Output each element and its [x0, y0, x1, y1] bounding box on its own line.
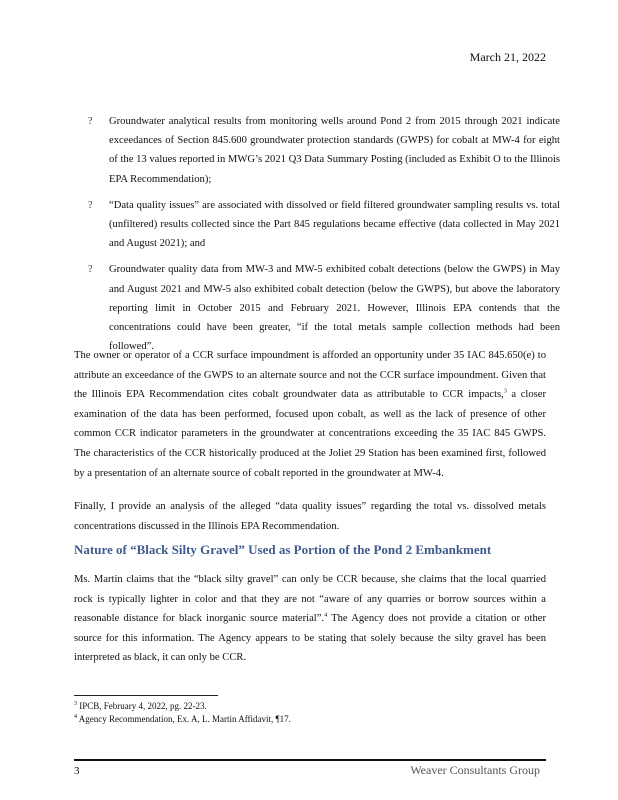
- footnote-ref-4: 4: [324, 612, 328, 619]
- footnote-4: [74, 713, 546, 726]
- section-heading: Nature of “Black Silty Gravel” Used as Portion of the Pond 2 Embankment: [74, 542, 492, 557]
- bullet-text: Groundwater analytical results from monitoring wells around Pond 2 from 2015 through 2021 indicate exceedances of Section 845.600 groundwater protection standards (GWPS) for cobalt at MW-4 for eight of the 13 values reported in MWG’s 2021 Q3 Data Summary Posting (included as Exhibit O to the Illinois EPA Recommendation);: [109, 116, 560, 185]
- paragraph-data-quality: Finally, I provide an analysis of the alleged “data quality issues” regarding the total vs. dissolved metals concentrations discussed in the Illinois EPA Recommendation.: [74, 501, 546, 532]
- footnote-number: 3: [74, 701, 77, 707]
- paragraph-text: a closer examination of the data has been performed, focused upon cobalt, as well as the lack of presence of other common CCR indicator parameters in the groundwater at concentrations exceeding the 35 IAC 845 GWPS. The characteristics of the CCR historically produced at the Joliet 29 Station has been examined first, followed by a presentation of an alternate source of cobalt reported in the groundwater at MW-4.: [74, 389, 546, 479]
- document-date: March 21, 2022: [469, 50, 546, 64]
- bullet-list: [88, 112, 560, 363]
- bullet-marker: ?: [88, 116, 93, 127]
- bullet-item-2: [88, 196, 560, 254]
- bullet-marker: ?: [88, 264, 93, 276]
- paragraph-text: The owner or operator of a CCR surface impoundment is afforded an opportunity under 35 IAC 845.650(e) to attribute an exceedance of the GWPS to an alternate source and not the CCR surface impoundment. Given that the Illinois EPA Recommendation cites cobalt groundwater data as attributable to CCR impacts,: [74, 350, 546, 401]
- footnote-text: IPCB, February 4, 2022, pg. 22-23.: [77, 701, 207, 711]
- footnote-divider: [74, 695, 218, 696]
- paragraph-alternate-source: [74, 346, 546, 483]
- page-number: 3: [74, 765, 80, 777]
- footnotes: [74, 700, 546, 726]
- bullet-text: Groundwater quality data from MW-3 and MW-5 exhibited cobalt detections (below the GWPS) in May and August 2021 and MW-5 also exhibited cobalt detection (below the GWPS), but above the laboratory reporting limit in October 2015 and February 2021. However, Illinois EPA contends that the concentrations could have been greater, “if the total metals sample collection methods had been followed”.: [109, 264, 560, 353]
- footnote-number: 4: [74, 714, 77, 720]
- footer-divider: [74, 759, 546, 761]
- bullet-item-1: [88, 112, 560, 189]
- paragraph-text: The Agency does not provide a citation or other source for this information. The Agency appears to be stating that solely because the silty gravel has been interpreted as black, it can only be CCR.: [74, 613, 546, 664]
- bullet-text: “Data quality issues” are associated with dissolved or field filtered groundwater sampling results vs. total (unfiltered) results collected since the Part 845 regulations became effective (data collected in May 2021 and August 2021); and: [109, 199, 560, 250]
- footnote-text: Agency Recommendation, Ex. A, L. Martin Affidavit, ¶17.: [77, 714, 291, 724]
- footnote-3: [74, 700, 546, 713]
- paragraph-text: Ms. Martin claims that the “black silty gravel” can only be CCR because, she claims that the local quarried rock is typically lighter in color and that they are not “aware of any quarries or borrow sources within a reasonable distance for black inorganic source material”.: [74, 574, 546, 625]
- footnote-ref-3: 3: [503, 388, 507, 395]
- bullet-marker: ?: [88, 199, 93, 211]
- bullet-item-3: [88, 260, 560, 356]
- paragraph-black-silty-gravel: [74, 570, 546, 668]
- company-name: Weaver Consultants Group: [410, 763, 540, 777]
